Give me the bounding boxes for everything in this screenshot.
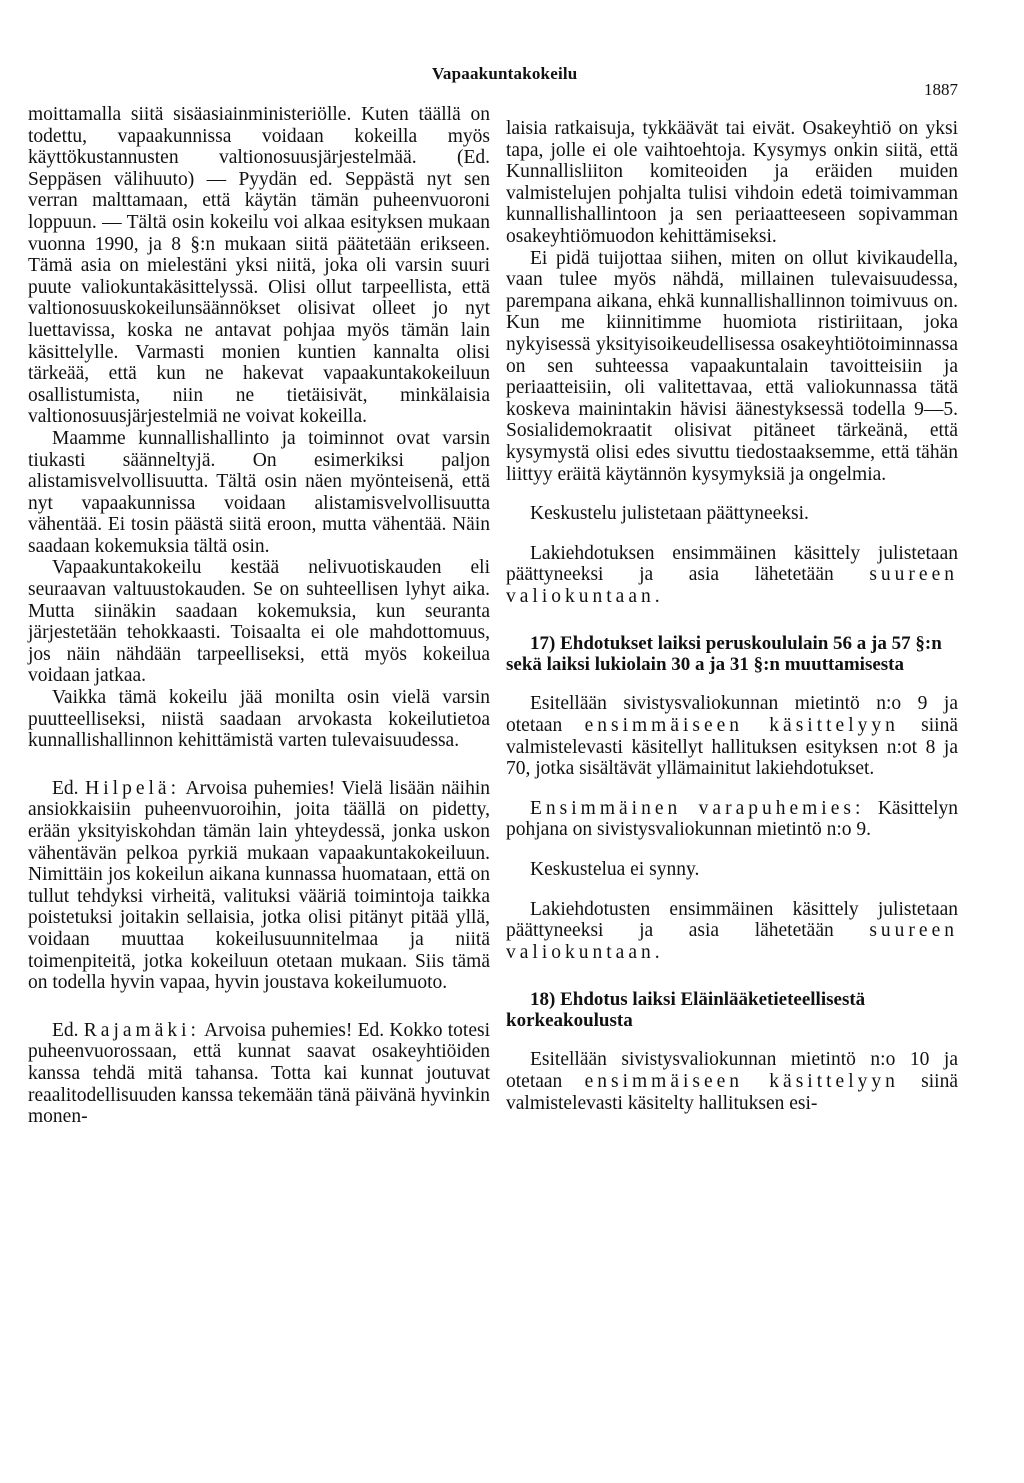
paragraph [506, 1049, 958, 1114]
speaker-name: Hilpelä: [85, 777, 180, 799]
paragraph-text: Lakiehdotusten ensimmäinen käsittely julistetaan päättyneeksi ja asia lähetetään [506, 898, 958, 942]
page-number: 1887 [924, 80, 958, 99]
left-column [28, 104, 490, 1128]
paragraph [506, 543, 958, 608]
right-column [506, 118, 958, 1114]
spaced-text: ensimmäiseen käsittelyyn [584, 1071, 899, 1092]
section-heading-18: 18) Ehdotus laiksi Eläinlääketieteellisestä korkeakoulusta [506, 989, 866, 1032]
paragraph: Vaikka tämä kokeilu jää monilta osin vielä varsin puutteelliseksi, niistä saadaan arvokasta kokeilutietoa kunnallishallinnon kehittämistä varten tulevaisuudessa. [28, 687, 490, 752]
paragraph: Ei pidä tuijottaa siihen, miten on ollut kivikaudella, vaan tulee myös nähdä, millainen tulevaisuudessa, parempana aikana, ehkä kunnallishallinnon toimivuus on. Kun me kiinnitimme huomiota ristiriitaan, joka nykyisessä yksityisoikeudellisessa osakeyhtiötoiminnassa on sen suhteessa vapaakuntalain tavoitteisiin ja periaatteisiin, oli valitettavaa, että valiokunnassa tätä koskeva mainintakin hävisi äänestyksessä todella 9—5. Sosialidemokraatit olisivat pitäneet tärkeänä, että kysymystä olisi edes sivuttu tiedostaaksemme, että tähän liittyy eräitä käytännön kysymyksiä ja ongelmia. [506, 247, 958, 485]
paragraph: Keskustelua ei synny. [530, 859, 700, 881]
paragraph [506, 693, 958, 779]
paragraph: laisia ratkaisuja, tykkäävät tai eivät. Osakeyhtiö on yksi tapa, jolle ei ole vaihtoehtoja. Kysymys onkin siitä, että Kunnallisliiton komiteoiden ja eräiden muiden valmistelujen pohjalta tulisi vihdoin edetä toimivamman kunnallishallintoon ja sen periaatteeseen sopivamman osakeyhtiömuodon kehittämiseksi. [506, 118, 958, 247]
paragraph: Maamme kunnallishallinto ja toiminnot ovat varsin tiukasti säänneltyjä. On esimerkiksi paljon alistamisvelvollisuutta. Tältä osin näen myönteisenä, että nyt vapaakunnissa voidaan alistamisvelvollisuutta vähentää. Ei tosin päästä siitä eroon, mutta vähentää. Näin saadaan kokemuksia tältä osin. [28, 427, 490, 557]
speech-paragraph [28, 1020, 490, 1128]
paragraph: Keskustelu julistetaan päättyneeksi. [530, 503, 809, 525]
spaced-text: suureen valiokuntaan. [506, 564, 958, 607]
speech-prefix: Ed. [52, 777, 86, 799]
speech-text: Arvoisa puhemies! Vielä lisään näihin ansiokkaisiin puheenvuoroihin, joita täällä on pidetty, erään yksityiskohdan tämän lain yhteydessä, jonka uskon vähentävän pelkoa pyrkiä mukaan vapaakuntakokeiluun. Nimittäin jos kokeilun aikana kunnassa huomataan, että on tullut tehdyksi virheitä, valituksi vääriä toimintoja taikka poistetuksi joitakin sellaisia, jotka olisi pitänyt pitää yllä, voidaan muuttaa kokeilusuunnitelmaa ja niitä toimenpiteitä, jotka kokeiluun otetaan mukaan. Siis tämä on todella hyvin vapaa, hyvin joustava kokeilumuoto. [28, 777, 490, 994]
paragraph-text: Lakiehdotuksen ensimmäinen käsittely julistetaan päättyneeksi ja asia lähetetään [506, 542, 958, 586]
speech-text: Käsittelyn pohjana on sivistysvaliokunnan mietintö n:o 9. [506, 797, 958, 841]
spaced-text: ensimmäiseen käsittelyyn [584, 715, 899, 737]
paragraph: Vapaakuntakokeilu kestää nelivuotiskauden eli seuraavan valtuustokauden. Se on suhteellisen lyhyt aika. Mutta siinäkin saadaan kokemuksia, kun seuranta järjestetään tehokkaasti. Toisaalta ei ole mahdottomuus, jos näin nähdään tarpeelliseksi, että myös kokeilua voidaan jatkaa. [28, 557, 490, 687]
speech-paragraph [28, 778, 490, 994]
paragraph-text: Esitellään sivistysvaliokunnan mietintö n:o 10 ja otetaan [506, 1049, 958, 1092]
spaced-text: suureen valiokuntaan. [506, 920, 958, 963]
speaker-name: Rajamäki: [83, 1019, 200, 1041]
speaker-name: Ensimmäinen varapuhemies: [530, 797, 865, 819]
paragraph-text: Esitellään sivistysvaliokunnan mietintö n:o 9 ja otetaan [506, 693, 958, 737]
speech-paragraph [506, 798, 958, 841]
section-heading-17: 17) Ehdotukset laiksi peruskoululain 56 a ja 57 §:n sekä laiksi lukiolain 30 a ja 31 §:n muuttamisesta [506, 633, 942, 676]
running-header: Vapaakuntakokeilu [432, 64, 578, 83]
paragraph [506, 899, 958, 964]
paragraph: moittamalla siitä sisäasiainministeriölle. Kuten täällä on todettu, vapaakunnissa voidaan kokeilla myös käyttökustannusten valtionosuusjärjestelmää. (Ed. Seppäsen välihuuto) — Pyydän ed. Seppästä nyt sen verran malttamaan, että käytän tämän puheenvuoroni loppuun. — Tältä osin kokeilu voi alkaa esityksen mukaan vuonna 1990, ja 8 §:n mukaan siitä päätetään erikseen. Tämä asia on mielestäni yksi niitä, joka oli varsin suuri puute valiokuntakäsittelyssä. Olisi ollut tarpeellista, että valtionosuuskokeilunsäännökset olisivat olleet jo nyt luettavissa, koska ne antavat pohjaa myös tämän lain käsittelylle. Varmasti monien kuntien kannalta olisi tärkeää, että kun ne hakevat vapaakuntakokeiluun osallistumista, niin ne tietäisivät, minkälaisia valtionosuusjärjestelmiä ne voivat kokeilla. [28, 104, 490, 428]
speech-text: Arvoisa puhemies! Ed. Kokko totesi puheenvuorossaan, että kunnat saavat osakeyhtiöiden kanssa tehdä mitä tahansa. Totta kai kunnat joutuvat reaalitodellisuuden kanssa tekemään tänä päivänä hyvinkin monen- [28, 1019, 490, 1128]
paragraph-text: siinä valmistelevasti käsitelty hallituksen esi- [506, 1071, 958, 1114]
paragraph-text: siinä valmistelevasti käsitellyt hallituksen esityksen n:ot 8 ja 70, jotka sisältävät yllämainitut lakiehdotukset. [506, 715, 958, 780]
speech-prefix: Ed. [52, 1019, 84, 1041]
